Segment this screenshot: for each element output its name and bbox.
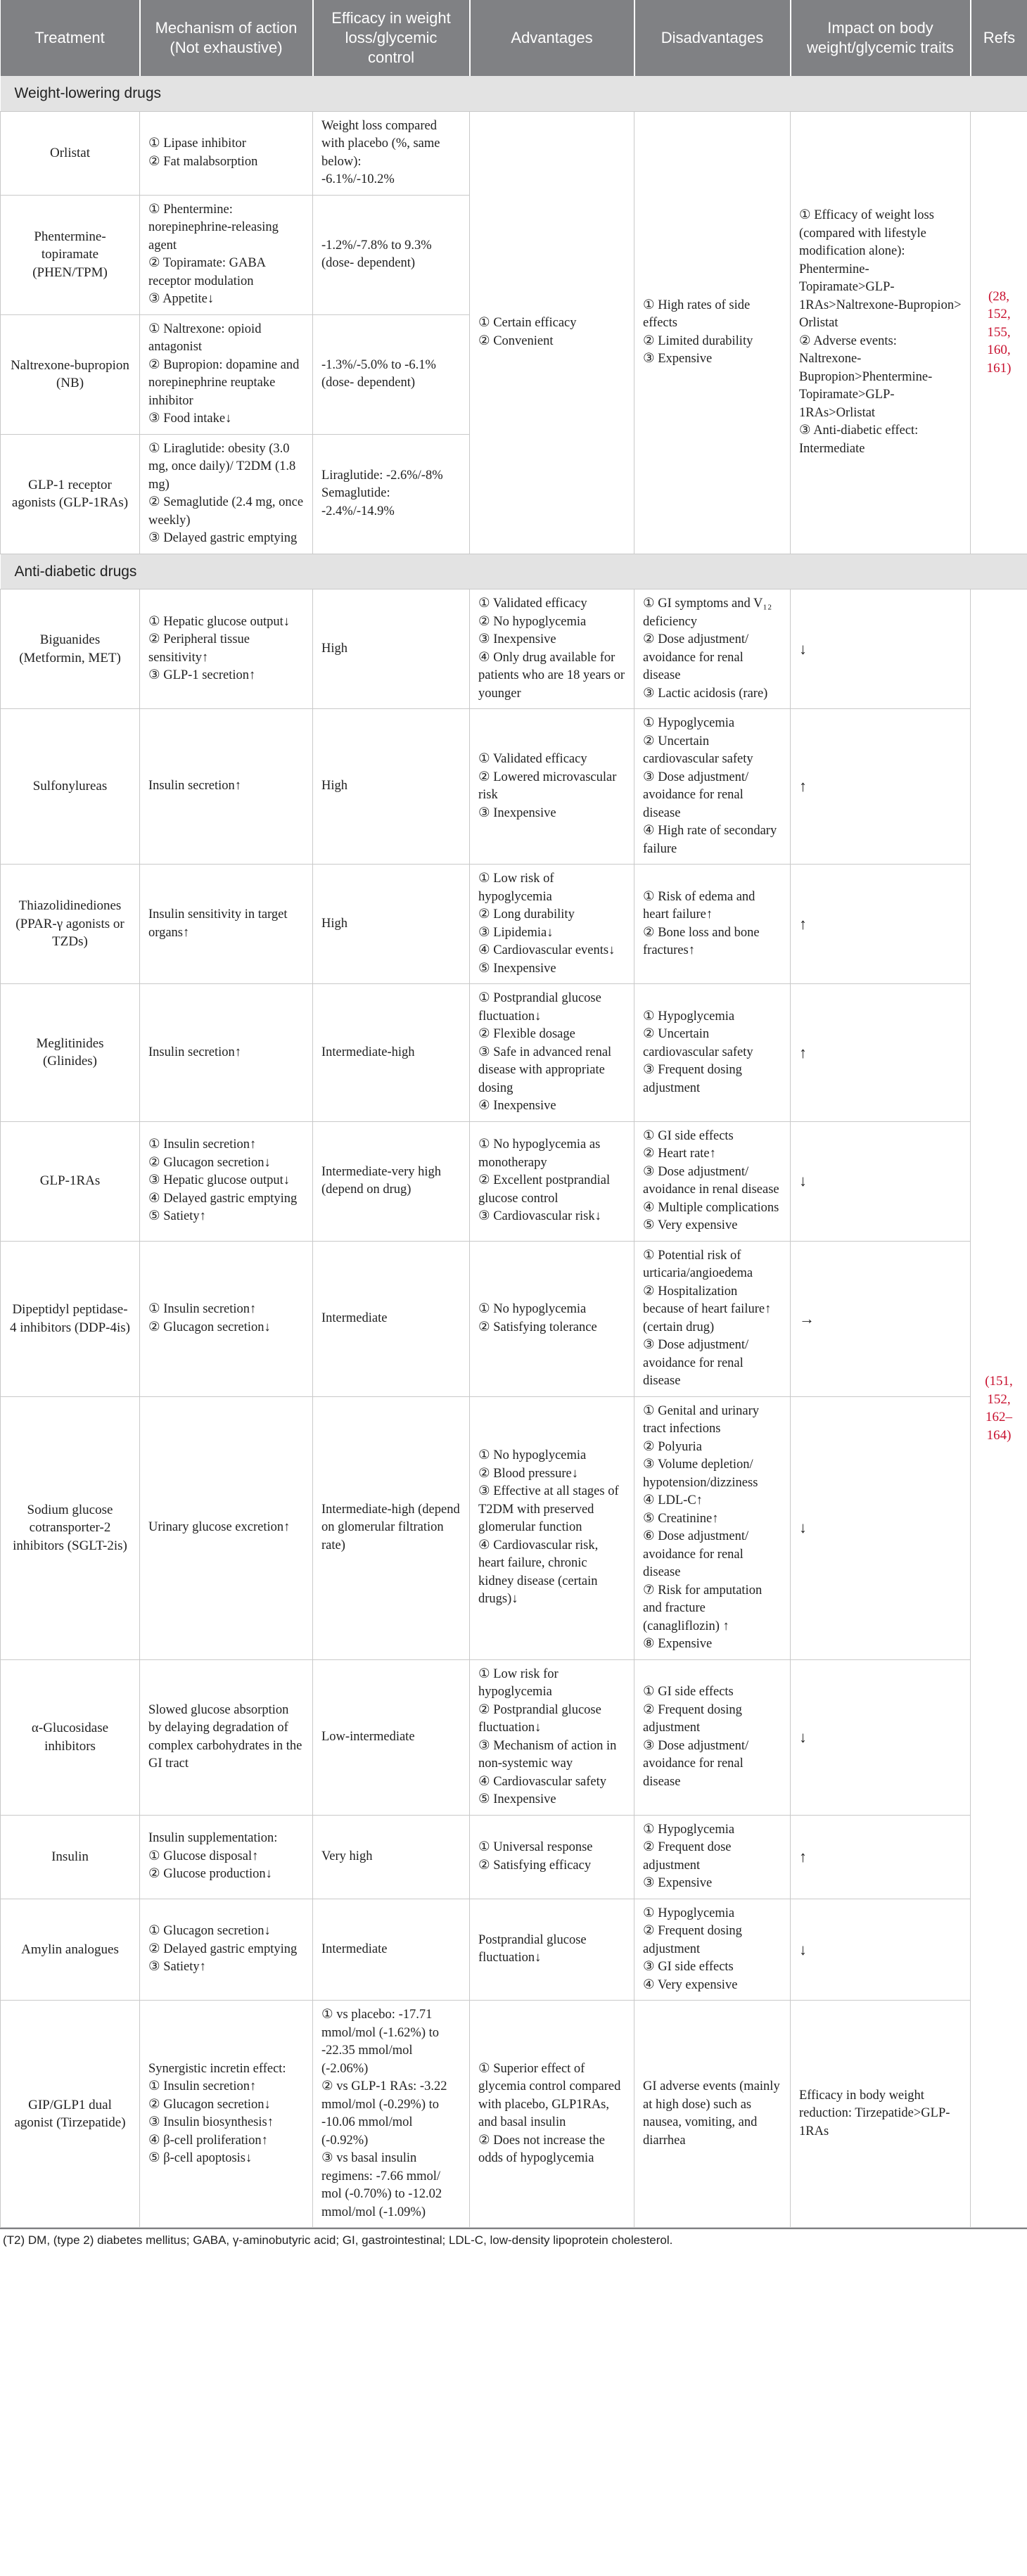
cell-line: ② Convenient — [478, 333, 554, 348]
cell-line: ② Heart rate↑ — [643, 1147, 716, 1161]
cell-line: ① Naltrexone: opioid antagonist — [148, 321, 262, 354]
cell-line: ④ Inexpensive — [478, 1099, 556, 1113]
header-impact: Impact on body weight/glycemic traits — [791, 0, 971, 76]
efficacy-cell — [313, 111, 470, 195]
cell-line: ③ Inexpensive — [478, 632, 556, 646]
cell-line: ② Bupropion: dopamine and norepinephrine reuptake inhibitor — [148, 357, 300, 408]
efficacy-cell: Very high — [313, 1815, 470, 1899]
cell-line: ① Validated efficacy — [478, 752, 587, 766]
cell-line: ① Universal response — [478, 1840, 593, 1854]
table-row — [1, 1396, 1027, 1659]
mechanism-cell — [140, 984, 313, 1122]
cell-line: ⑤ Inexpensive — [478, 1792, 556, 1806]
cell-line: ② Satisfying tolerance — [478, 1320, 597, 1334]
cell-line: ③ Food intake↓ — [148, 412, 232, 426]
section-row-weight — [1, 76, 1027, 111]
cell-line: ① Glucagon secretion↓ — [148, 1924, 271, 1938]
treatment-cell: Biguanides (Metformin, MET) — [1, 589, 140, 709]
efficacy-cell — [313, 434, 470, 554]
cell-line: ③ Inexpensive — [478, 805, 556, 820]
cell-line: ④ Cardiovascular risk, heart failure, chronic kidney disease (certain drugs)↓ — [478, 1538, 599, 1607]
cell-line: ④ Only drug available for patients who are 18 years or younger — [478, 650, 625, 701]
cell-line: ③ Frequent dosing adjustment — [643, 1063, 742, 1095]
cell-line: ① Insulin secretion↑ — [148, 2079, 257, 2093]
cell-line: ① Glucose disposal↑ — [148, 1849, 259, 1863]
cell-line: Urinary glucose excretion↑ — [148, 1520, 291, 1535]
impact-cell: ↓ — [791, 1659, 971, 1815]
treatment-cell: Orlistat — [1, 111, 140, 195]
cell-line: ③ GLP-1 secretion↑ — [148, 668, 256, 682]
mechanism-cell — [140, 1396, 313, 1659]
cell-line: ④ LDL-C↑ — [643, 1493, 703, 1507]
cell-line: ② Frequent dose adjustment — [643, 1840, 732, 1873]
cell-line: Liraglutide: -2.6%/-8% — [321, 468, 443, 483]
advantages-cell — [470, 1396, 634, 1659]
cell-line: ① Liraglutide: obesity (3.0 mg, once daily)/ T2DM (1.8 mg) — [148, 441, 296, 492]
cell-line: ② Excellent postprandial glucose control — [478, 1173, 611, 1206]
cell-line: ① GI side effects — [643, 1128, 734, 1143]
cell-line: ③ Lactic acidosis (rare) — [643, 686, 768, 701]
table-row — [1, 984, 1027, 1122]
cell-line: Slowed glucose absorption by delaying degradation of complex carbohydrates in the GI tract — [148, 1702, 302, 1771]
mechanism-cell — [140, 314, 313, 434]
cell-line: ③ Dose adjustment/ avoidance for renal disease — [643, 1338, 749, 1388]
treatment-cell: Meglitinides (Glinides) — [1, 984, 140, 1122]
mechanism-cell — [140, 589, 313, 709]
cell-line: ① No hypoglycemia — [478, 1448, 587, 1463]
table-row — [1, 2001, 1027, 2228]
header-refs: Refs — [971, 0, 1027, 76]
advantages-cell — [470, 111, 634, 554]
cell-line: ⑦ Risk for amputation and fracture (canagliflozin) ↑ — [643, 1583, 763, 1633]
cell-line: ③ Mechanism of action in non-systemic way — [478, 1738, 617, 1771]
cell-line: ⑤ Creatinine↑ — [643, 1511, 719, 1526]
cell-line: ② Flexible dosage — [478, 1027, 575, 1041]
cell-line: ⑤ β-cell apoptosis↓ — [148, 2151, 253, 2165]
mechanism-cell — [140, 1815, 313, 1899]
treatment-cell: GIP/GLP1 dual agonist (Tirzepatide) — [1, 2001, 140, 2228]
disadvantages-cell — [634, 1396, 791, 1659]
cell-line: ② Blood pressure↓ — [478, 1466, 578, 1481]
footnote: (T2) DM, (type 2) diabetes mellitus; GABA, γ-aminobutyric acid; GI, gastrointestinal; LDL-C, low-density lipoprotein cholesterol. — [0, 2228, 1027, 2252]
section-row-diabetic — [1, 554, 1027, 589]
cell-line: ④ Very expensive — [643, 1977, 738, 1992]
efficacy-cell: Intermediate-high (depend on glomerular filtration rate) — [313, 1396, 470, 1659]
impact-cell: → — [791, 1241, 971, 1396]
efficacy-cell: High — [313, 589, 470, 709]
cell-line: Postprandial glucose fluctuation↓ — [478, 1932, 587, 1965]
disadvantages-cell — [634, 984, 791, 1122]
cell-line: ① Potential risk of urticaria/angioedema — [643, 1248, 753, 1280]
cell-line: ⑤ Very expensive — [643, 1218, 738, 1232]
cell-line: Insulin supplementation: — [148, 1831, 278, 1846]
table-row — [1, 1659, 1027, 1815]
cell-line: Insulin secretion↑ — [148, 779, 242, 793]
cell-line: Efficacy in body weight reduction: Tirzepatide>GLP-1RAs — [799, 2088, 950, 2138]
cell-line: ① Hepatic glucose output↓ — [148, 614, 291, 629]
cell-line: ① Low risk for hypoglycemia — [478, 1666, 559, 1699]
disadvantages-cell — [634, 589, 791, 709]
cell-line: ① Phentermine: norepinephrine-releasing agent — [148, 202, 279, 253]
cell-line: ③ Appetite↓ — [148, 292, 215, 306]
disadvantages-cell — [634, 1121, 791, 1241]
header-mechanism: Mechanism of action (Not exhaustive) — [140, 0, 313, 76]
cell-line: ③ Insulin biosynthesis↑ — [148, 2115, 274, 2129]
impact-cell: ↑ — [791, 1815, 971, 1899]
advantages-cell — [470, 1241, 634, 1396]
cell-line: ③ Safe in advanced renal disease with appropriate dosing — [478, 1045, 612, 1095]
cell-line: ③ Hepatic glucose output↓ — [148, 1173, 291, 1188]
impact-cell: ↑ — [791, 709, 971, 865]
cell-line: ① Insulin secretion↑ — [148, 1302, 257, 1316]
header-treatment: Treatment — [1, 0, 140, 76]
disadvantages-cell — [634, 111, 791, 554]
impact-cell: ↓ — [791, 1899, 971, 2001]
treatment-cell: GLP-1RAs — [1, 1121, 140, 1241]
cell-line: GI adverse events (mainly at high dose) such as nausea, vomiting, and diarrhea — [643, 2079, 780, 2148]
cell-line: ① Postprandial glucose fluctuation↓ — [478, 991, 601, 1024]
cell-line: ① Superior effect of glycemia control compared with placebo, GLP1RAs, and basal insulin — [478, 2061, 621, 2129]
advantages-cell — [470, 1815, 634, 1899]
mechanism-cell — [140, 1659, 313, 1815]
cell-line: ② Topiramate: GABA receptor modulation — [148, 256, 266, 288]
cell-line: ① No hypoglycemia — [478, 1302, 587, 1316]
cell-line: ④ Cardiovascular safety — [478, 1774, 606, 1789]
cell-line: ② Long durability — [478, 907, 575, 922]
cell-line: ③ Satiety↑ — [148, 1960, 206, 1974]
disadvantages-cell — [634, 1899, 791, 2001]
treatment-cell: Sulfonylureas — [1, 709, 140, 865]
advantages-cell — [470, 1899, 634, 2001]
cell-line: ① Lipase inhibitor — [148, 136, 246, 151]
cell-line: Synergistic incretin effect: — [148, 2061, 286, 2076]
treatment-cell: GLP-1 receptor agonists (GLP-1RAs) — [1, 434, 140, 554]
cell-line: ② Glucagon secretion↓ — [148, 2097, 271, 2112]
section-title-diabetic: Anti-diabetic drugs — [1, 554, 1027, 589]
mechanism-cell — [140, 111, 313, 195]
table-row — [1, 589, 1027, 709]
cell-line: Weight loss compared with placebo (%, same below): — [321, 118, 440, 169]
advantages-cell — [470, 589, 634, 709]
disadvantages-cell — [634, 1815, 791, 1899]
impact-cell: ↓ — [791, 1396, 971, 1659]
cell-line: ③ Dose adjustment/ avoidance in renal disease — [643, 1164, 779, 1197]
cell-line: ① Validated efficacy — [478, 597, 587, 611]
mechanism-cell — [140, 709, 313, 865]
cell-line: ② Peripheral tissue sensitivity↑ — [148, 632, 250, 665]
efficacy-cell: Intermediate-high — [313, 984, 470, 1122]
cell-line: ① Low risk of hypoglycemia — [478, 872, 554, 904]
efficacy-cell: High — [313, 709, 470, 865]
cell-line: ⑤ Satiety↑ — [148, 1209, 206, 1224]
cell-line: ③ Lipidemia↓ — [478, 925, 554, 940]
cell-line: ② Glucagon secretion↓ — [148, 1320, 271, 1334]
cell-line: ③ Dose adjustment/ avoidance for renal disease — [643, 770, 749, 820]
cell-line: ⑤ Inexpensive — [478, 961, 556, 976]
cell-line: ① Hypoglycemia — [643, 1906, 735, 1920]
mechanism-cell — [140, 2001, 313, 2228]
efficacy-cell: Intermediate — [313, 1241, 470, 1396]
cell-line: Insulin secretion↑ — [148, 1045, 242, 1059]
cell-line: -1.2%/-7.8% to 9.3% (dose- dependent) — [321, 238, 432, 270]
cell-line: ② Satisfying efficacy — [478, 1858, 592, 1873]
table-row — [1, 1121, 1027, 1241]
treatment-cell: α-Glucosidase inhibitors — [1, 1659, 140, 1815]
cell-line: ① Risk of edema and heart failure↑ — [643, 889, 755, 922]
cell-line: ② Limited durability — [643, 333, 753, 348]
advantages-cell — [470, 1659, 634, 1815]
cell-line: ② Frequent dosing adjustment — [643, 1702, 742, 1735]
cell-line: ② Lowered microvascular risk — [478, 770, 617, 802]
cell-line: ② Adverse events: Naltrexone-Bupropion>Phentermine-Topiramate>GLP-1RAs>Orlistat — [799, 333, 933, 420]
table-row — [1, 1241, 1027, 1396]
cell-line: ① GI side effects — [643, 1685, 734, 1699]
cell-line: ④ Multiple complications — [643, 1200, 779, 1215]
cell-line: ② Postprandial glucose fluctuation↓ — [478, 1702, 601, 1735]
cell-line: ③ Delayed gastric emptying — [148, 531, 298, 545]
efficacy-cell: Intermediate-very high (depend on drug) — [313, 1121, 470, 1241]
mechanism-cell — [140, 195, 313, 314]
efficacy-cell: High — [313, 865, 470, 984]
cell-line: -1.3%/-5.0% to -6.1% (dose- dependent) — [321, 357, 436, 390]
cell-line: ③ Expensive — [643, 352, 713, 366]
cell-line: Insulin sensitivity in target organs↑ — [148, 907, 288, 940]
cell-line: ④ Cardiovascular events↓ — [478, 943, 615, 957]
cell-line: ② Uncertain cardiovascular safety — [643, 1027, 753, 1059]
efficacy-cell — [313, 2001, 470, 2228]
impact-cell: ↓ — [791, 589, 971, 709]
mechanism-cell — [140, 1121, 313, 1241]
treatment-cell: Insulin — [1, 1815, 140, 1899]
cell-line: ① Hypoglycemia — [643, 716, 735, 730]
advantages-cell — [470, 709, 634, 865]
header-disadvantages: Disadvantages — [634, 0, 791, 76]
cell-line: ③ Effective at all stages of T2DM with preserved glomerular function — [478, 1484, 619, 1535]
cell-line: ① GI symptoms and V₁₂ deficiency — [643, 597, 772, 629]
efficacy-cell: Intermediate — [313, 1899, 470, 2001]
cell-line: ④ Delayed gastric emptying — [148, 1191, 298, 1206]
impact-cell: ↑ — [791, 865, 971, 984]
section-title-weight: Weight-lowering drugs — [1, 76, 1027, 111]
cell-line: ③ Anti-diabetic effect: Intermediate — [799, 423, 919, 456]
cell-line: ② Delayed gastric emptying — [148, 1941, 298, 1956]
header-efficacy: Efficacy in weight loss/glycemic control — [313, 0, 470, 76]
cell-line: ② Uncertain cardiovascular safety — [643, 734, 753, 766]
disadvantages-cell — [634, 1241, 791, 1396]
treatment-cell: Dipeptidyl peptidase-4 inhibitors (DDP-4is) — [1, 1241, 140, 1396]
cell-line: ② Frequent dosing adjustment — [643, 1924, 742, 1956]
cell-line: ② No hypoglycemia — [478, 614, 587, 629]
advantages-cell — [470, 865, 634, 984]
refs-cell: (151, 152, 162–164) — [971, 589, 1027, 2228]
cell-line: ② Glucagon secretion↓ — [148, 1155, 271, 1170]
treatment-cell: Thiazolidinediones (PPAR-γ agonists or TZDs) — [1, 865, 140, 984]
cell-line: ② vs GLP-1 RAs: -3.22 mmol/mol (-0.29%) to -10.06 mmol/mol (-0.92%) — [321, 2079, 447, 2148]
mechanism-cell — [140, 1899, 313, 2001]
cell-line: ① Genital and urinary tract infections — [643, 1403, 760, 1436]
impact-cell — [791, 111, 971, 554]
header-advantages: Advantages — [470, 0, 634, 76]
cell-line: ① Hypoglycemia — [643, 1822, 735, 1837]
mechanism-cell — [140, 865, 313, 984]
efficacy-cell — [313, 314, 470, 434]
efficacy-cell: Low-intermediate — [313, 1659, 470, 1815]
cell-line: ① vs placebo: -17.71 mmol/mol (-1.62%) to -22.35 mmol/mol (-2.06%) — [321, 2008, 439, 2076]
cell-line: ⑧ Expensive — [643, 1637, 713, 1651]
cell-line: ② Hospitalization because of heart failure↑ (certain drug) — [643, 1284, 772, 1334]
table-row — [1, 1899, 1027, 2001]
advantages-cell — [470, 2001, 634, 2228]
advantages-cell — [470, 984, 634, 1122]
treatment-cell: Naltrexone-bupropion (NB) — [1, 314, 140, 434]
cell-line: -6.1%/-10.2% — [321, 172, 395, 186]
cell-line: ③ Dose adjustment/ avoidance for renal disease — [643, 1738, 749, 1789]
disadvantages-cell — [634, 1659, 791, 1815]
cell-line: ⑥ Dose adjustment/ avoidance for renal disease — [643, 1529, 749, 1579]
treatment-cell: Amylin analogues — [1, 1899, 140, 2001]
cell-line: ② Fat malabsorption — [148, 154, 258, 169]
cell-line: ③ Cardiovascular risk↓ — [478, 1209, 601, 1224]
cell-line: ③ Volume depletion/ hypotension/dizziness — [643, 1458, 758, 1490]
cell-line: ① High rates of side effects — [643, 298, 751, 330]
cell-line: ① Efficacy of weight loss (compared with lifestyle modification alone): Phentermine-Topiramate>GLP-1RAs>Naltrexone-Bupropion> Orlistat — [799, 208, 962, 330]
disadvantages-cell — [634, 2001, 791, 2228]
header-row — [1, 0, 1027, 76]
cell-line: ② Glucose production↓ — [148, 1867, 272, 1882]
mechanism-cell — [140, 434, 313, 554]
impact-cell: ↓ — [791, 1121, 971, 1241]
refs-cell: (28, 152, 155, 160, 161) — [971, 111, 1027, 554]
cell-line: ③ vs basal insulin regimens: -7.66 mmol/ mol (-0.70%) to -12.02 mmol/mol (-1.09%) — [321, 2151, 442, 2219]
treatment-cell: Phentermine-topiramate (PHEN/TPM) — [1, 195, 140, 314]
table-row — [1, 865, 1027, 984]
cell-line: ① Insulin secretion↑ — [148, 1137, 257, 1152]
cell-line: ② Semaglutide (2.4 mg, once weekly) — [148, 495, 304, 528]
cell-line: ② Does not increase the odds of hypoglycemia — [478, 2133, 605, 2165]
cell-line: ④ High rate of secondary failure — [643, 824, 777, 856]
impact-cell — [791, 2001, 971, 2228]
impact-cell: ↑ — [791, 984, 971, 1122]
cell-line: Semaglutide: -2.4%/-14.9% — [321, 486, 395, 518]
disadvantages-cell — [634, 709, 791, 865]
advantages-cell — [470, 1121, 634, 1241]
treatment-cell: Sodium glucose cotransporter-2 inhibitors (SGLT-2is) — [1, 1396, 140, 1659]
mechanism-cell — [140, 1241, 313, 1396]
cell-line: ④ β-cell proliferation↑ — [148, 2133, 268, 2148]
cell-line: ① Hypoglycemia — [643, 1009, 735, 1024]
cell-line: ② Polyuria — [643, 1439, 702, 1454]
cell-line: ① No hypoglycemia as monotherapy — [478, 1137, 601, 1170]
table-row — [1, 1815, 1027, 1899]
table-row — [1, 709, 1027, 865]
disadvantages-cell — [634, 865, 791, 984]
cell-line: ③ GI side effects — [643, 1960, 734, 1974]
cell-line: ② Dose adjustment/ avoidance for renal disease — [643, 632, 749, 682]
cell-line: ③ Expensive — [643, 1876, 713, 1890]
cell-line: ① Certain efficacy — [478, 316, 577, 330]
table-row — [1, 111, 1027, 195]
cell-line: ② Bone loss and bone fractures↑ — [643, 925, 760, 957]
efficacy-cell — [313, 195, 470, 314]
